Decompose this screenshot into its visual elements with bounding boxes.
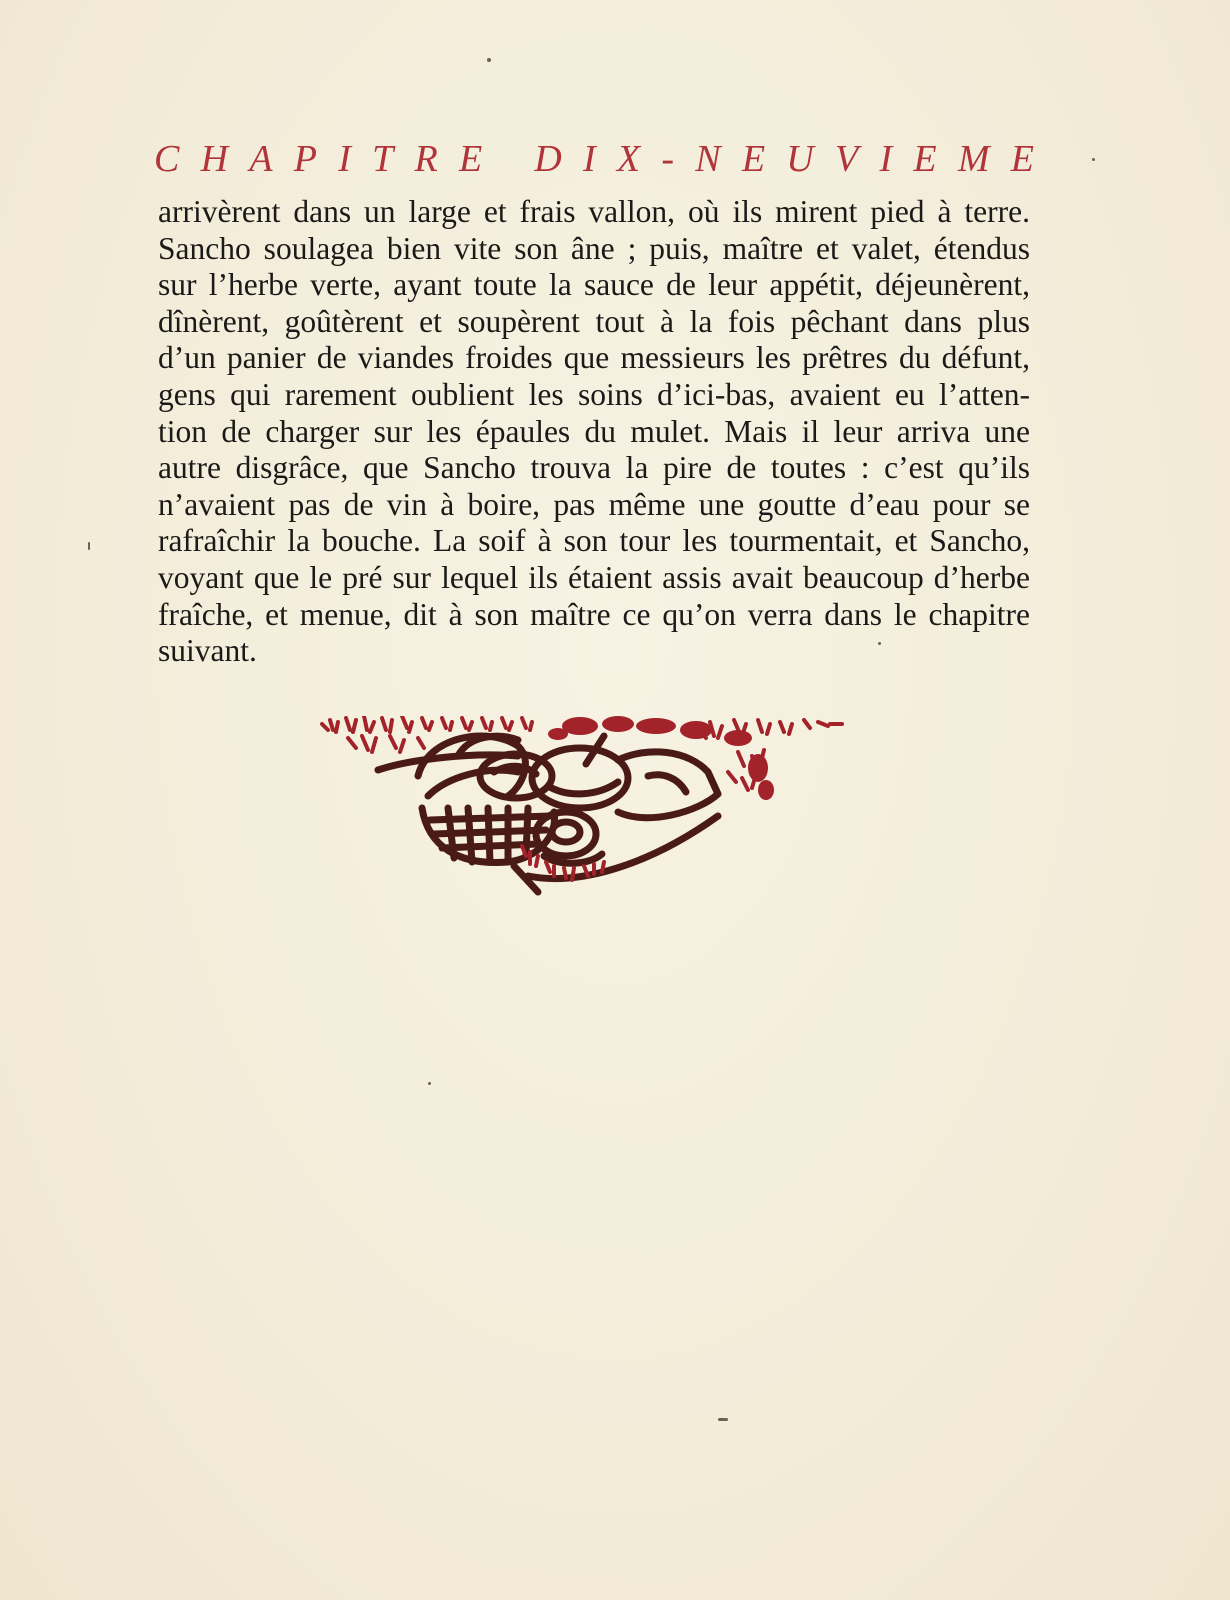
heading-space — [503, 140, 513, 178]
heading-letter: E — [741, 138, 766, 180]
text-line: Sancho soulagea bien vite son âne ; puis, maître et valet, étendus — [158, 230, 1030, 266]
heading-letter: V — [835, 138, 859, 180]
paper-speck — [878, 642, 881, 645]
heading-letter: T — [372, 138, 394, 180]
heading-letter: X — [616, 138, 641, 180]
text-line: arrivèrent dans un large et frais vallon, où ils mirent pied à terre. — [158, 194, 1030, 229]
heading-letter: U — [786, 138, 814, 180]
heading-letter: I — [879, 138, 893, 180]
paper-speck — [88, 542, 90, 550]
heading-letter: R — [414, 138, 438, 180]
chapter-heading — [154, 140, 1034, 178]
text-line: tion de charger sur les épaules du mulet. Mais il leur arriva une — [158, 413, 1030, 449]
text-line: voyant que le pré sur lequel ils étaient assis avait beaucoup d’herbe — [158, 559, 1030, 595]
text-line: d’un panier de viandes froides que messieurs les prêtres du défunt, — [158, 340, 1030, 376]
heading-letter: A — [249, 138, 273, 180]
text-line: sur l’herbe verte, ayant toute la sauce de leur appétit, déjeunèrent, — [158, 267, 1030, 303]
text-line: n’avaient pas de vin à boire, pas même une goutte d’eau pour se — [158, 486, 1030, 522]
heading-letter: I — [338, 138, 351, 180]
heading-letter: E — [1010, 138, 1034, 180]
text-line: dînèrent, goûtèrent et soupèrent tout à la fois pêchant dans plus — [158, 303, 1030, 339]
heading-letter: M — [957, 138, 990, 180]
paper-speck — [428, 1082, 431, 1085]
paper-speck — [718, 1418, 728, 1421]
heading-letter: N — [695, 138, 721, 180]
heading-letter: H — [200, 138, 229, 180]
basket-meal-woodcut-icon — [318, 716, 858, 916]
paper-speck — [487, 58, 491, 62]
text-line: fraîche, et menue, dit à son maître ce qu’on verra dans le chapitre — [158, 596, 1030, 632]
heading-letter: - — [661, 138, 674, 180]
heading-letter: D — [534, 138, 562, 180]
paper-speck — [1092, 158, 1095, 161]
body-text — [158, 194, 1030, 670]
heading-letter: P — [293, 138, 317, 180]
text-line: rafraîchir la bouche. La soif à son tour les tourmentait, et Sancho, — [158, 523, 1030, 559]
text-line: suivant. — [158, 633, 257, 669]
text-line: gens qui rarement oublient les soins d’ici-bas, avaient eu l’atten- — [158, 376, 1030, 412]
heading-letter: E — [459, 138, 483, 180]
heading-letter: E — [913, 138, 937, 180]
heading-letter: I — [582, 138, 596, 180]
text-line: autre disgrâce, que Sancho trouva la pire de toutes : c’est qu’ils — [158, 450, 1030, 486]
heading-letter: C — [154, 138, 180, 180]
